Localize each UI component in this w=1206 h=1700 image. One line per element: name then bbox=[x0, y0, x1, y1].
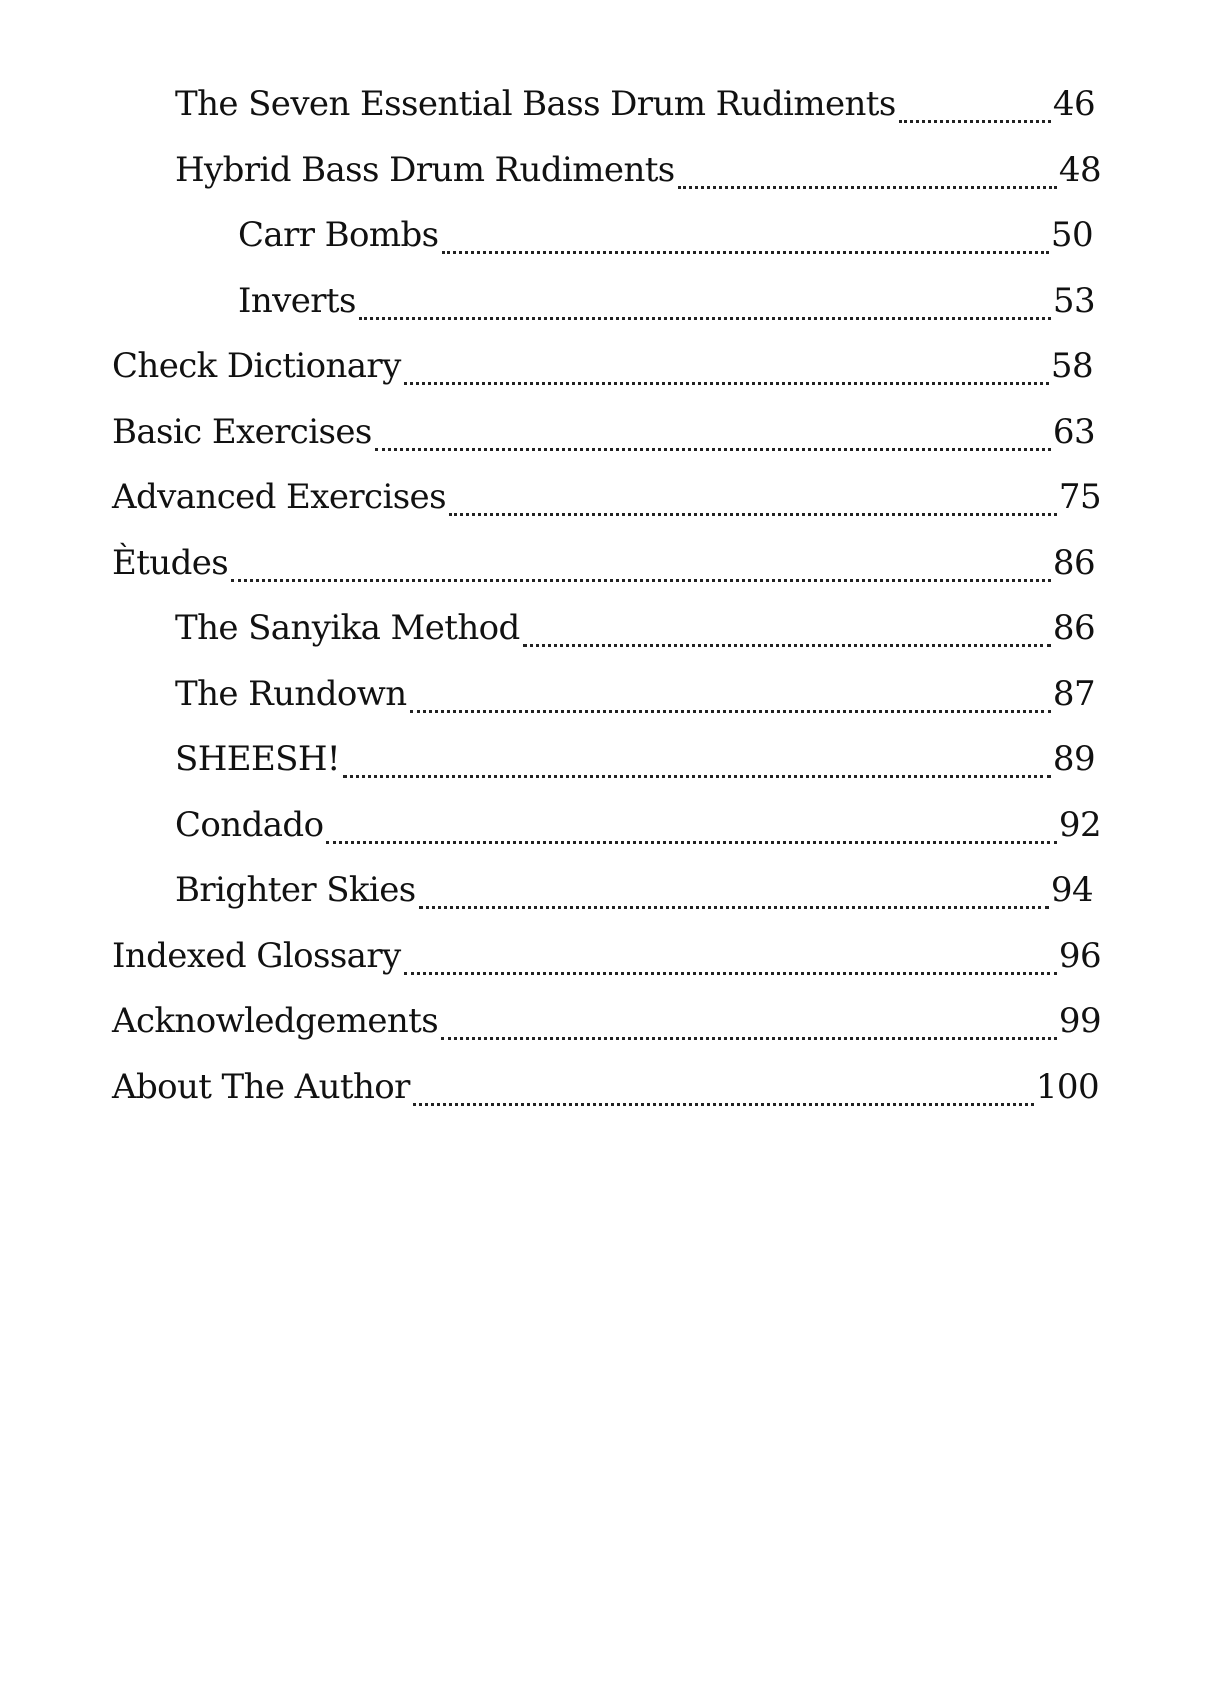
toc-entry-title: The Seven Essential Bass Drum Rudiments bbox=[175, 84, 896, 124]
toc-entry-page-number: 87 bbox=[1052, 673, 1095, 714]
toc-entry-title: Indexed Glossary bbox=[112, 935, 401, 976]
toc-entry-page-number: 100 bbox=[1035, 1066, 1099, 1107]
toc-entry-page-number: 92 bbox=[1058, 804, 1101, 845]
toc-entry-page-number: 96 bbox=[1058, 935, 1101, 976]
toc-entry[interactable] bbox=[0, 1001, 1206, 1067]
toc-entry-page-number: 63 bbox=[1052, 411, 1095, 452]
toc-entry-page-number: 86 bbox=[1052, 608, 1095, 648]
toc-entry-page-number: 75 bbox=[1058, 477, 1101, 517]
toc-dot-leader bbox=[523, 616, 1051, 656]
toc-dot-leader bbox=[410, 682, 1051, 722]
toc-entry-title: Hybrid Bass Drum Rudiments bbox=[175, 149, 675, 190]
toc-dot-leader bbox=[404, 944, 1057, 984]
toc-dot-leader bbox=[413, 1075, 1034, 1115]
toc-dot-leader bbox=[231, 551, 1051, 591]
toc-entry[interactable] bbox=[0, 936, 1206, 1002]
toc-entry-title: Check Dictionary bbox=[112, 346, 401, 386]
toc-dot-leader bbox=[899, 92, 1051, 132]
toc-entry-title: Brighter Skies bbox=[175, 870, 416, 910]
toc-dot-leader bbox=[678, 158, 1057, 198]
toc-entry[interactable] bbox=[0, 870, 1206, 936]
toc-entry[interactable] bbox=[0, 215, 1206, 281]
toc-entry[interactable] bbox=[0, 608, 1206, 674]
toc-entry[interactable] bbox=[0, 412, 1206, 478]
toc-entry-page-number: 89 bbox=[1052, 739, 1095, 779]
toc-entry[interactable] bbox=[0, 674, 1206, 740]
toc-entry-title: Acknowledgements bbox=[112, 1001, 439, 1041]
toc-entry-title: The Rundown bbox=[175, 673, 407, 714]
toc-dot-leader bbox=[343, 747, 1051, 787]
toc-entry[interactable] bbox=[0, 805, 1206, 871]
toc-entry[interactable] bbox=[0, 150, 1206, 216]
toc-dot-leader bbox=[326, 813, 1056, 853]
toc-entry-title: Advanced Exercises bbox=[112, 477, 446, 517]
toc-dot-leader bbox=[442, 223, 1049, 263]
toc-dot-leader bbox=[359, 289, 1051, 329]
toc-dot-leader bbox=[449, 485, 1057, 525]
toc-entry-title: About The Author bbox=[112, 1066, 410, 1107]
toc-dot-leader bbox=[419, 878, 1049, 918]
table-of-contents bbox=[0, 84, 1206, 1132]
toc-entry-page-number: 50 bbox=[1050, 215, 1093, 255]
toc-entry-title: Basic Exercises bbox=[112, 411, 372, 452]
toc-entry[interactable] bbox=[0, 543, 1206, 609]
toc-entry-page-number: 53 bbox=[1052, 280, 1095, 321]
toc-entry[interactable] bbox=[0, 1067, 1206, 1133]
toc-entry-title: SHEESH! bbox=[175, 739, 340, 779]
toc-dot-leader bbox=[375, 420, 1051, 460]
toc-entry[interactable] bbox=[0, 739, 1206, 805]
toc-entry-title: Condado bbox=[175, 804, 324, 845]
toc-entry[interactable] bbox=[0, 84, 1206, 150]
toc-entry-page-number: 58 bbox=[1050, 346, 1093, 386]
toc-dot-leader bbox=[404, 354, 1049, 394]
toc-entry-title: Ètudes bbox=[112, 542, 229, 583]
toc-dot-leader bbox=[441, 1009, 1057, 1049]
toc-entry-page-number: 86 bbox=[1052, 542, 1095, 583]
toc-entry-title: Carr Bombs bbox=[238, 215, 439, 255]
toc-entry-title: The Sanyika Method bbox=[175, 608, 520, 648]
toc-entry-page-number: 94 bbox=[1050, 870, 1093, 910]
toc-entry[interactable] bbox=[0, 281, 1206, 347]
toc-entry-title: Inverts bbox=[238, 280, 356, 321]
toc-entry[interactable] bbox=[0, 346, 1206, 412]
toc-entry-page-number: 46 bbox=[1052, 84, 1095, 124]
toc-entry-page-number: 48 bbox=[1058, 149, 1101, 190]
toc-entry-page-number: 99 bbox=[1058, 1001, 1101, 1041]
toc-entry[interactable] bbox=[0, 477, 1206, 543]
